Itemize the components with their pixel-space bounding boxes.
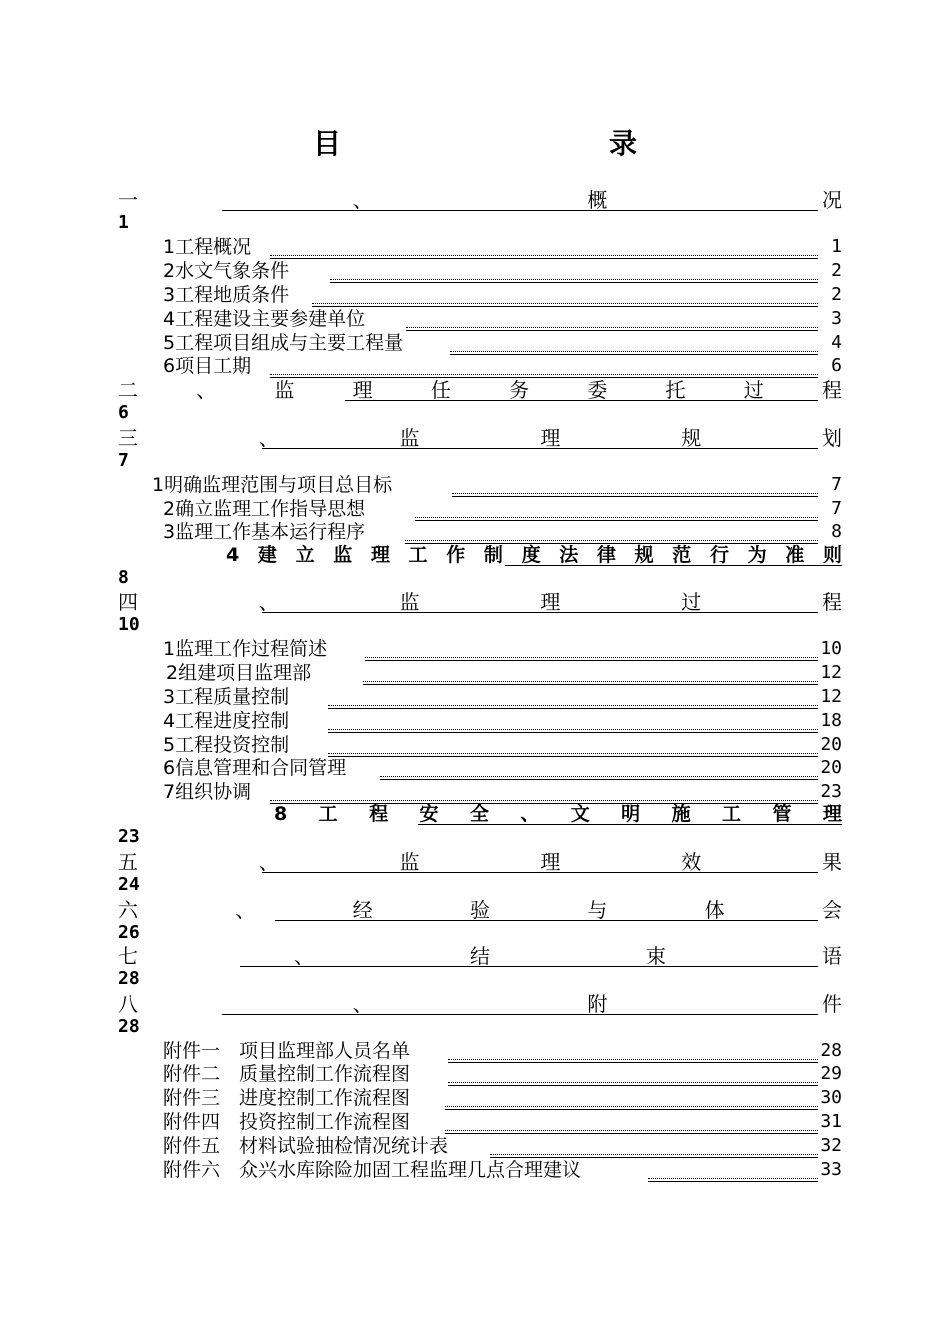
toc-subsection-entry[interactable] <box>163 781 842 803</box>
entry-title: 2组建项目监理部 <box>166 662 312 684</box>
toc-subsection-entry[interactable] <box>163 498 842 520</box>
chapter-title-char: 验 <box>469 898 490 922</box>
toc-subsection-entry[interactable] <box>163 1159 842 1181</box>
chapter-title-char: 理 <box>540 590 561 614</box>
entry-title: 3工程质量控制 <box>163 686 290 708</box>
page-number: 7 <box>831 474 842 495</box>
page-number: 20 <box>820 757 842 778</box>
entry-title-char: 律 <box>596 544 616 566</box>
chapter-title <box>118 850 842 874</box>
page-number: 20 <box>820 734 842 755</box>
dot-leader <box>328 729 818 730</box>
toc-subsection-entry[interactable] <box>163 332 842 354</box>
entry-title: 附件五 材料试验抽检情况统计表 <box>163 1135 449 1157</box>
chapter-title-char: 监 <box>399 850 420 874</box>
page-number: 18 <box>820 710 842 731</box>
entry-title-char: 范 <box>672 544 692 566</box>
chapter-title-char: 过 <box>681 590 702 614</box>
page-number: 6 <box>831 355 842 376</box>
dot-leader <box>363 681 818 682</box>
dot-leader <box>415 517 818 518</box>
chapter-title-char: 经 <box>352 898 373 922</box>
dot-leader <box>380 776 818 777</box>
entry-title: 3工程地质条件 <box>163 284 290 306</box>
chapter-title-char: 八 <box>118 992 138 1016</box>
toc-subsection-entry[interactable] <box>163 1063 842 1085</box>
chapter-title-char: 概 <box>587 188 608 212</box>
page-number: 6 <box>118 402 129 423</box>
page-number: 8 <box>118 567 129 588</box>
toc-subsection-entry[interactable] <box>163 734 842 756</box>
chapter-title <box>118 590 842 614</box>
chapter-title-char: 、 <box>235 898 256 922</box>
chapter-title-char: 件 <box>821 992 842 1016</box>
entry-title-char: 准 <box>785 544 805 566</box>
chapter-title <box>118 378 842 402</box>
dot-leader <box>365 657 818 658</box>
dot-leader <box>328 705 818 706</box>
entry-title: 7组织协调 <box>163 781 252 803</box>
toc-subsection-entry[interactable] <box>163 308 842 330</box>
entry-title-char: 程 <box>369 803 389 825</box>
toc-subsection-entry[interactable] <box>166 662 842 684</box>
entry-title: 1监理工作过程简述 <box>163 638 328 660</box>
page-number: 23 <box>820 781 842 802</box>
dot-leader <box>270 374 818 375</box>
entry-title-char: 规 <box>634 544 654 566</box>
toc-subsection-entry[interactable] <box>226 543 842 567</box>
chapter-title-char: 二 <box>118 378 138 402</box>
entry-title-char: 安 <box>419 803 439 825</box>
entry-title-char: 监 <box>333 544 353 566</box>
page-number: 7 <box>118 450 129 471</box>
chapter-title-char: 过 <box>743 378 764 402</box>
entry-title-char: 制 <box>483 544 503 566</box>
entry-title: 1工程概况 <box>163 236 252 258</box>
chapter-title-char: 、 <box>258 590 279 614</box>
page-number: 10 <box>118 614 140 635</box>
entry-title: 2确立监理工作指导思想 <box>163 498 366 520</box>
dot-leader <box>490 1154 818 1155</box>
dot-leader <box>448 1059 818 1060</box>
entry-title-char: 施 <box>671 803 691 825</box>
chapter-title-char: 、 <box>258 850 279 874</box>
toc-subsection-entry[interactable] <box>163 260 842 282</box>
page-number: 1 <box>118 212 129 233</box>
toc-subsection-entry[interactable] <box>163 757 842 779</box>
page-number: 28 <box>118 968 140 989</box>
dot-leader <box>405 540 818 541</box>
dot-leader <box>312 303 818 304</box>
chapter-title-char: 效 <box>681 850 702 874</box>
toc-subsection-entry[interactable] <box>163 686 842 708</box>
toc-subsection-entry[interactable] <box>152 474 842 496</box>
chapter-title-char: 任 <box>430 378 451 402</box>
chapter-title <box>118 426 842 450</box>
chapter-title-char: 理 <box>540 426 561 450</box>
dot-leader <box>445 1130 818 1131</box>
chapter-title-char: 程 <box>821 590 842 614</box>
toc-chapter-entry[interactable] <box>118 188 842 212</box>
dot-leader <box>270 255 818 256</box>
page-number: 29 <box>820 1063 842 1084</box>
chapter-title-char: 四 <box>118 590 138 614</box>
entry-title: 附件三 进度控制工作流程图 <box>163 1087 411 1109</box>
chapter-title-char: 理 <box>352 378 373 402</box>
entry-title: 附件二 质量控制工作流程图 <box>163 1063 411 1085</box>
page-number: 26 <box>118 922 140 943</box>
page-number: 7 <box>831 498 842 519</box>
chapter-title <box>118 944 842 968</box>
entry-title-char: 、 <box>520 803 540 825</box>
entry-title-char: 4 <box>226 544 240 566</box>
dot-leader <box>505 565 842 566</box>
page-title: 目 录 <box>312 127 757 160</box>
entry-title: 附件四 投资控制工作流程图 <box>163 1111 411 1133</box>
chapter-title-char: 监 <box>399 590 420 614</box>
chapter-title-char: 体 <box>704 898 725 922</box>
chapter-title-char: 划 <box>821 426 842 450</box>
toc-chapter-entry[interactable] <box>118 426 842 450</box>
dot-leader <box>452 493 818 494</box>
chapter-title <box>118 898 842 922</box>
entry-title: 附件六 众兴水库除险加固工程监理几点合理建议 <box>163 1159 582 1181</box>
chapter-title-char: 果 <box>821 850 842 874</box>
chapter-title-char: 语 <box>822 944 842 968</box>
chapter-title-char: 束 <box>646 944 666 968</box>
page-number: 32 <box>820 1135 842 1156</box>
chapter-title-char: 规 <box>681 426 702 450</box>
chapter-title-char: 、 <box>196 378 217 402</box>
toc-subsection-entry[interactable] <box>163 1135 842 1157</box>
toc-chapter-entry[interactable] <box>118 944 842 968</box>
chapter-title <box>118 188 842 212</box>
page-number: 3 <box>831 308 842 329</box>
dot-leader <box>450 351 818 352</box>
dot-leader <box>330 279 818 280</box>
dot-leader <box>648 1178 818 1179</box>
chapter-title-char: 一 <box>118 188 138 212</box>
entry-title: 6项目工期 <box>163 355 252 377</box>
toc-subsection-entry[interactable] <box>163 710 842 732</box>
chapter-title-char: 况 <box>821 188 842 212</box>
chapter-title-char: 六 <box>118 898 138 922</box>
page-number: 31 <box>820 1111 842 1132</box>
entry-title-char: 作 <box>446 544 466 566</box>
dot-leader <box>406 327 818 328</box>
entry-title: 2水文气象条件 <box>163 260 290 282</box>
entry-title: 1明确监理范围与项目总目标 <box>152 474 393 496</box>
entry-title-char: 理 <box>822 803 842 825</box>
chapter-title-char: 三 <box>118 426 138 450</box>
entry-title-char: 明 <box>621 803 641 825</box>
chapter-title-char: 监 <box>274 378 295 402</box>
chapter-title-char: 五 <box>118 850 138 874</box>
entry-title-char: 则 <box>822 544 842 566</box>
entry-title-char: 度 <box>521 544 541 566</box>
toc-subsection-entry[interactable] <box>163 1111 842 1133</box>
toc-subsection-entry[interactable] <box>163 521 842 543</box>
entry-title: 4工程建设主要参建单位 <box>163 308 366 330</box>
entry-title-char: 理 <box>370 544 390 566</box>
page-number: 2 <box>831 260 842 281</box>
chapter-title <box>118 992 842 1016</box>
entry-title: 4工程进度控制 <box>163 710 290 732</box>
chapter-title-char: 监 <box>399 426 420 450</box>
chapter-title-char: 与 <box>587 898 608 922</box>
toc-chapter-entry[interactable] <box>118 898 842 922</box>
entry-title: 6信息管理和合同管理 <box>163 757 347 779</box>
toc-chapter-entry[interactable] <box>118 992 842 1016</box>
page-number: 33 <box>820 1159 842 1180</box>
entry-title-char: 工 <box>722 803 742 825</box>
chapter-title-char: 结 <box>470 944 490 968</box>
page-number: 2 <box>831 284 842 305</box>
dot-leader <box>418 824 842 825</box>
entry-title: 附件一 项目监理部人员名单 <box>163 1040 411 1062</box>
entry-title-char: 建 <box>257 544 277 566</box>
toc-subsection-entry[interactable] <box>163 236 842 258</box>
dot-leader <box>270 800 818 801</box>
page-number: 28 <box>118 1016 140 1037</box>
entry-title: 5工程投资控制 <box>163 734 290 756</box>
page-number: 8 <box>831 521 842 542</box>
toc-subsection-entry[interactable] <box>163 638 842 660</box>
chapter-title-char: 托 <box>665 378 686 402</box>
entry-title-char: 工 <box>318 803 338 825</box>
entry-title-char: 为 <box>747 544 767 566</box>
chapter-title-char: 、 <box>352 992 373 1016</box>
entry-title: 5工程项目组成与主要工程量 <box>163 332 404 354</box>
toc-chapter-entry[interactable] <box>118 590 842 614</box>
chapter-title-char: 、 <box>294 944 314 968</box>
entry-title: 3监理工作基本运行程序 <box>163 521 366 543</box>
chapter-title-char: 七 <box>118 944 138 968</box>
entry-title-char: 文 <box>570 803 590 825</box>
entry-title-char: 工 <box>408 544 428 566</box>
page-number: 23 <box>118 826 140 847</box>
entry-title-char: 管 <box>772 803 792 825</box>
chapter-title-char: 、 <box>352 188 373 212</box>
page-number: 24 <box>118 874 140 895</box>
toc-subsection-entry[interactable] <box>163 355 842 377</box>
entry-title-char: 行 <box>709 544 729 566</box>
toc-subsection-entry[interactable] <box>274 802 842 826</box>
chapter-title-char: 附 <box>587 992 608 1016</box>
page-number: 28 <box>820 1040 842 1061</box>
toc-subsection-entry[interactable] <box>163 1087 842 1109</box>
entry-title-char: 全 <box>469 803 489 825</box>
chapter-title-char: 理 <box>540 850 561 874</box>
toc-chapter-entry[interactable] <box>118 850 842 874</box>
dot-leader <box>448 1082 818 1083</box>
chapter-title-char: 务 <box>509 378 530 402</box>
dot-leader <box>328 753 818 754</box>
page-number: 1 <box>831 236 842 257</box>
page-number: 12 <box>820 686 842 707</box>
entry-title-char: 立 <box>295 544 315 566</box>
page-number: 12 <box>820 662 842 683</box>
toc-subsection-entry[interactable] <box>163 1040 842 1062</box>
entry-title-char: 法 <box>559 544 579 566</box>
chapter-title-char: 委 <box>587 378 608 402</box>
toc-chapter-entry[interactable] <box>118 378 842 402</box>
chapter-title-char: 会 <box>821 898 842 922</box>
toc-subsection-entry[interactable] <box>163 284 842 306</box>
dot-leader <box>445 1106 818 1107</box>
chapter-title-char: 程 <box>821 378 842 402</box>
chapter-title-char: 、 <box>258 426 279 450</box>
page-number: 10 <box>820 638 842 659</box>
page-number: 4 <box>831 332 842 353</box>
entry-title-char: 8 <box>274 803 288 825</box>
page-number: 30 <box>820 1087 842 1108</box>
